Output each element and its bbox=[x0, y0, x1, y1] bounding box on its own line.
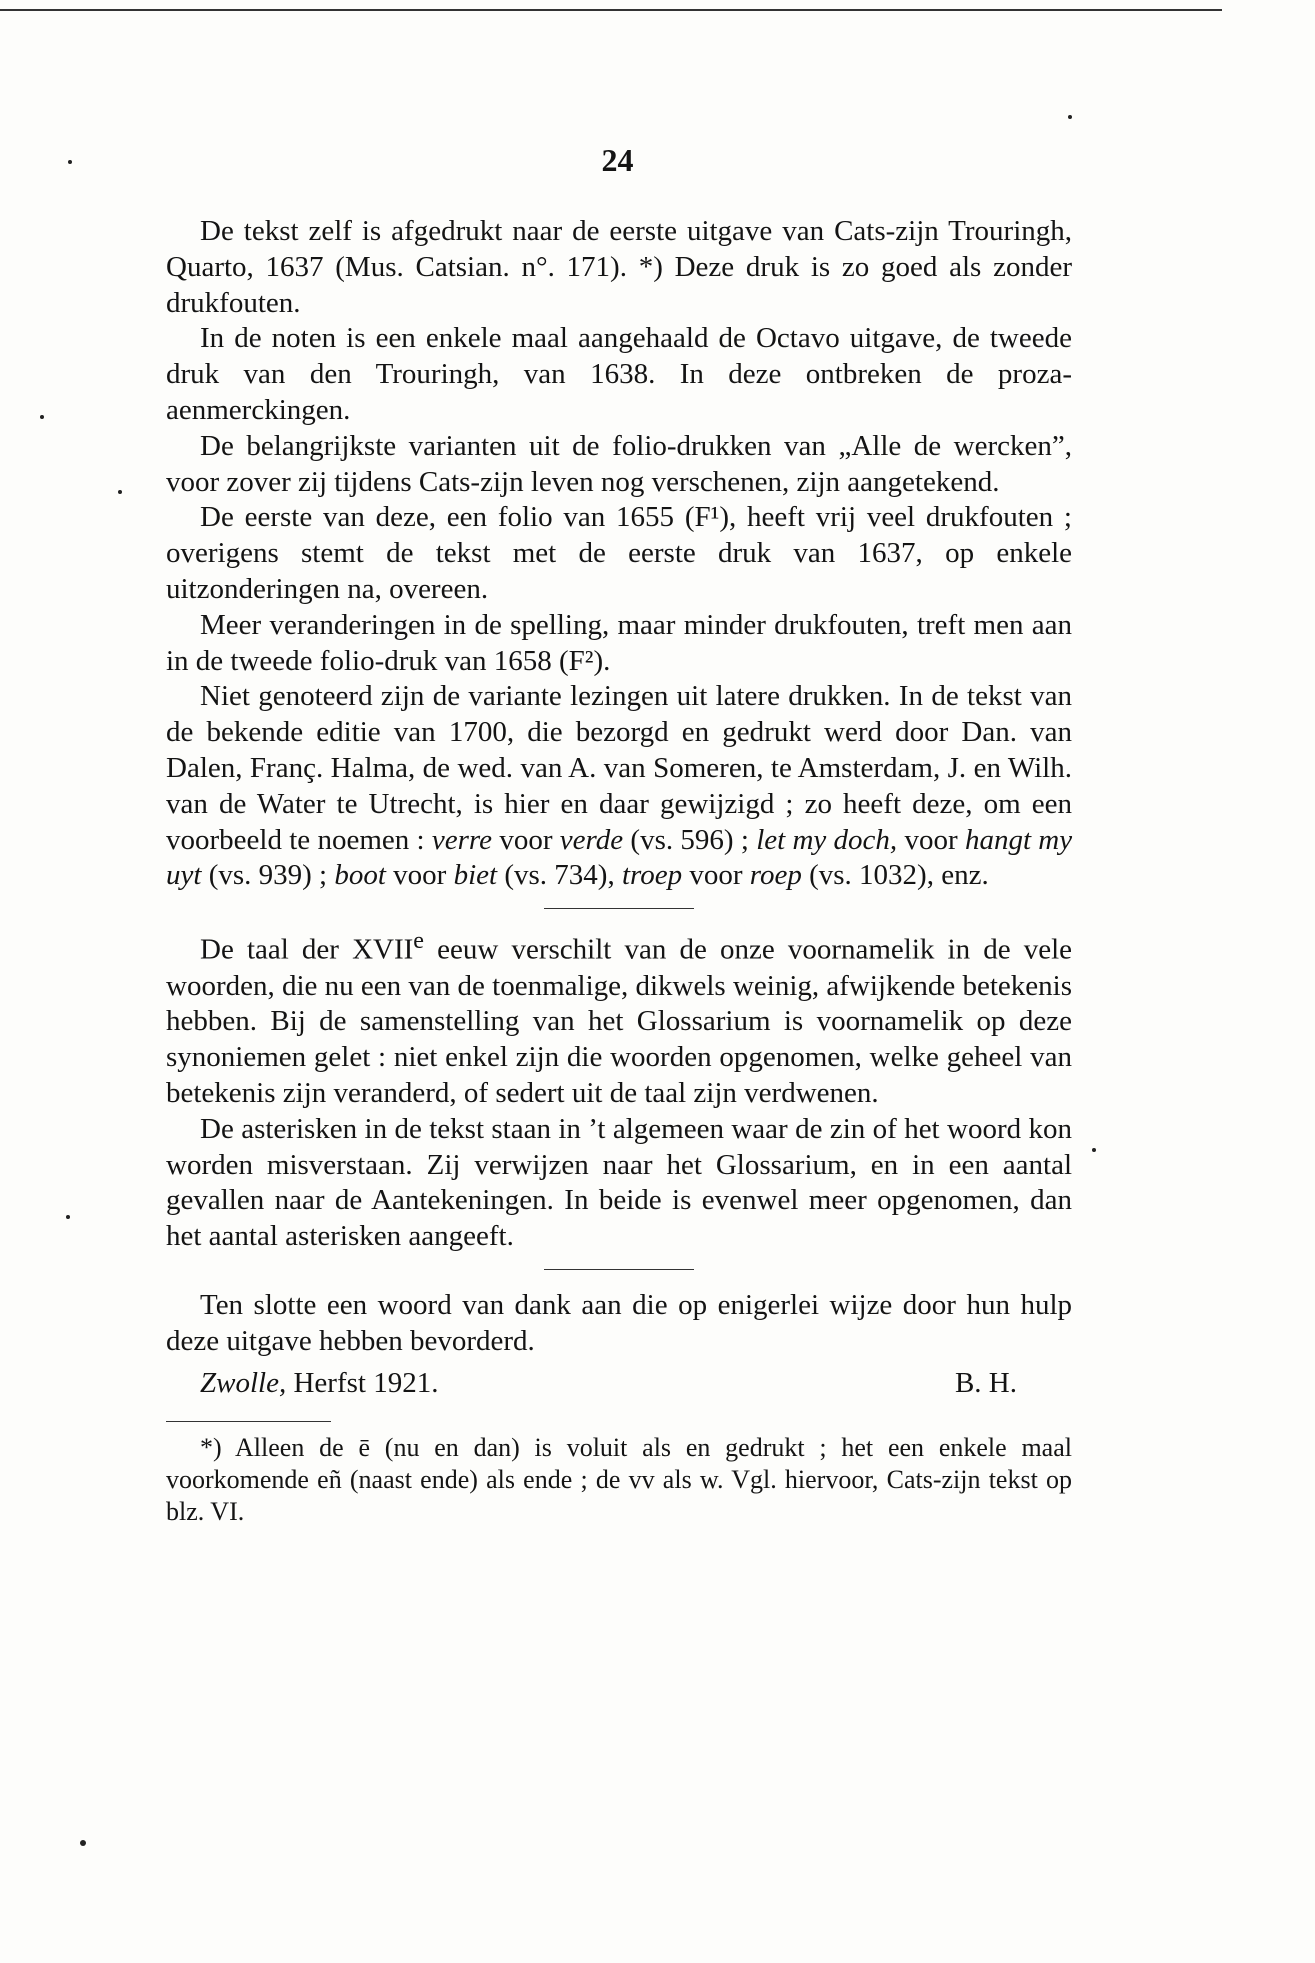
section-divider bbox=[544, 1269, 694, 1270]
paragraph-folio-1658: Meer veranderingen in de spelling, maar minder drukfouten, treft men aan in de tweede folio-druk van 1658 (F²). bbox=[166, 608, 1072, 677]
paragraph-folio-1655: De eerste van deze, een folio van 1655 (F¹), heeft vrij veel drukfouten ; overigens stemt de tekst met de eerste druk van 1637, op enkele uitzonderingen na, overeen. bbox=[166, 501, 1072, 605]
signature-line bbox=[166, 1366, 1072, 1402]
body-text bbox=[166, 214, 1072, 1528]
page-number: 24 bbox=[601, 142, 634, 178]
paragraph-folio-variants: De belangrijkste varianten uit de folio-drukken van „Alle de wercken”, voor zover zij tijdens Cats-zijn leven nog verschenen, zijn aangetekend. bbox=[166, 429, 1072, 498]
signature-place-date: Zwolle, Herfst 1921. bbox=[200, 1366, 439, 1399]
paragraph-later-prints: Niet genoteerd zijn de variante lezingen uit latere drukken. In de tekst van de bekende editie van 1700, die bezorgd en gedrukt werd door Dan. van Dalen, Franç. Halma, de wed. van A. van Someren, te Amsterdam, J. en Wilh. van de Water te Utrecht, is hier en daar gewijzigd ; zo heeft deze, om een voorbeeld te noemen : verre voor verde (vs. 596) ; let my doch, voor hangt my uyt (vs. 939) ; boot voor biet (vs. 734), troep voor roep (vs. 1032), enz. bbox=[166, 680, 1073, 892]
paragraph-octavo: In de noten is een enkele maal aangehaald de Octavo uitgave, de tweede druk van den Trouringh, van 1638. In deze ontbreken de proza-aenmerckingen. bbox=[166, 322, 1072, 426]
paragraph-language: De taal der XVIIe eeuw verschilt van de onze voornamelik in de vele woorden, die nu een van de toenmalige, dikwels weinig, afwijkende betekenis hebben. Bij de samenstelling van het Glossarium is voornamelik op deze synoniemen gelet : niet enkel zijn die woorden opgenomen, welke geheel van betekenis zijn veranderd, of sedert uit de taal zijn verdwenen. bbox=[166, 927, 1072, 1109]
footnote: *) Alleen de ē (nu en dan) is voluit als en gedrukt ; het een enkele maal voorkomende eñ (naast ende) als ende ; de vv als w. Vgl. hiervoor, Cats-zijn tekst op blz. VI. bbox=[166, 1433, 1072, 1527]
top-rule bbox=[0, 9, 1222, 11]
paragraph-asterisks: De asterisken in de tekst staan in ’t algemeen waar de zin of het woord kon worden misverstaan. Zij verwijzen naar het Glossarium, en in een aantal gevallen naar de Aantekeningen. In beide is evenwel meer opgenomen, dan het aantal asterisken aangeeft. bbox=[166, 1112, 1072, 1253]
paragraph-source-edition: De tekst zelf is afgedrukt naar de eerste uitgave van Cats-zijn Trouringh, Quarto, 1637 (Mus. Catsian. n°. 171). *) Deze druk is zo goed als zonder drukfouten. bbox=[166, 215, 1072, 319]
section-divider bbox=[544, 908, 694, 909]
paragraph-acknowledgement: Ten slotte een woord van dank aan die op enigerlei wijze door hun hulp deze uitgave hebben bevorderd. bbox=[166, 1288, 1072, 1357]
signature-initials: B. H. bbox=[954, 1366, 1017, 1399]
footnote-rule bbox=[166, 1421, 331, 1422]
